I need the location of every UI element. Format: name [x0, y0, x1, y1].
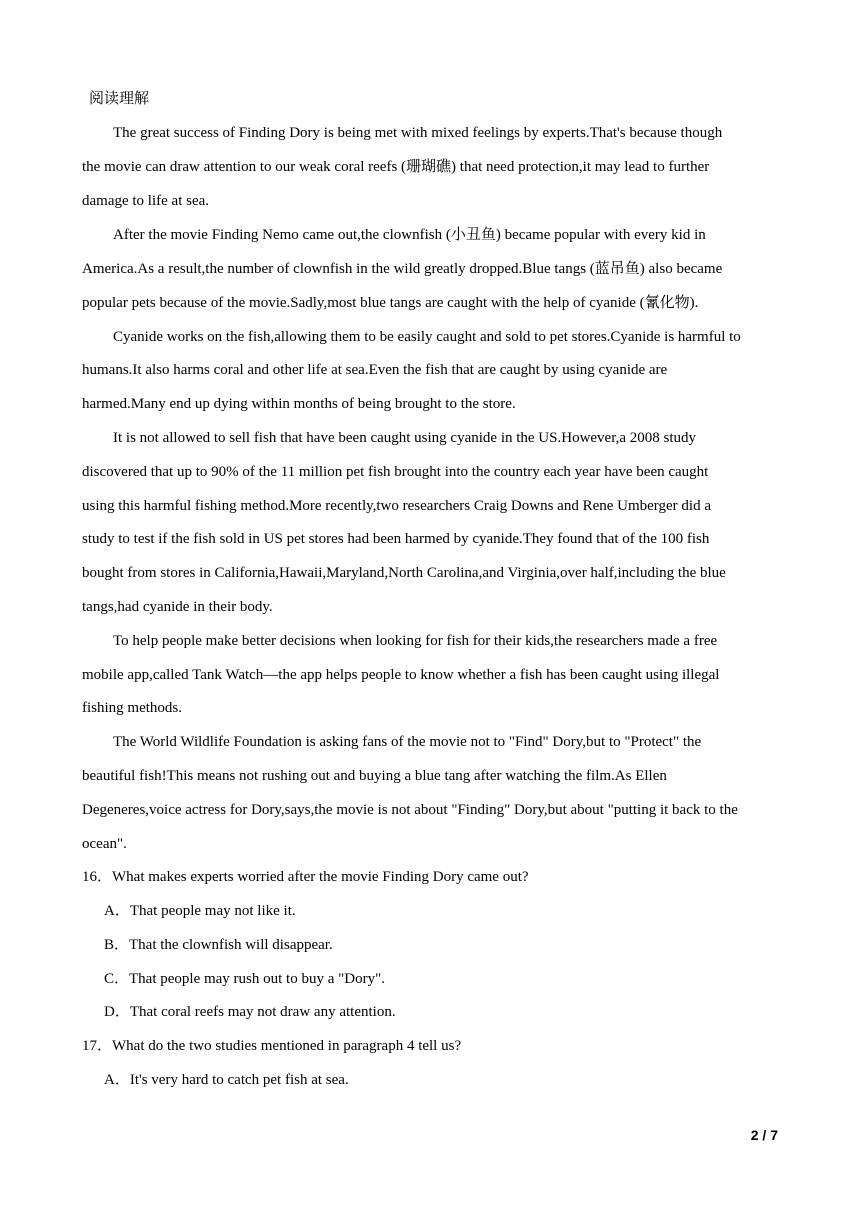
question-number: 17．: [82, 1038, 113, 1054]
option-16-c: C．That people may rush out to buy a "Dory".: [104, 971, 385, 987]
question-16: [82, 867, 860, 887]
passage-line: humans.It also harms coral and other life at sea.Even the fish that are caught by using cyanide are: [82, 362, 668, 378]
passage-line: bought from stores in California,Hawaii,Maryland,North Carolina,and Virginia,over half,including the blue: [82, 565, 726, 581]
option-16-d: D．That coral reefs may not draw any attention.: [104, 1004, 396, 1020]
passage-line: America.As a result,the number of clownfish in the wild greatly dropped.Blue tangs (蓝吊鱼) also became: [82, 261, 723, 277]
option-16-b: B．That the clownfish will disappear.: [104, 937, 333, 953]
passage-line: tangs,had cyanide in their body.: [82, 599, 273, 615]
passage-line: the movie can draw attention to our weak coral reefs (珊瑚礁) that need protection,it may lead to further: [82, 159, 710, 175]
passage-line: discovered that up to 90% of the 11 million pet fish brought into the country each year have been caught: [82, 464, 709, 480]
question-17: [82, 1036, 860, 1056]
passage-line: harmed.Many end up dying within months of being brought to the store.: [82, 396, 516, 412]
passage-line: It is not allowed to sell fish that have been caught using cyanide in the US.However,a 2008 study: [113, 430, 697, 446]
passage-line: popular pets because of the movie.Sadly,most blue tangs are caught with the help of cyanide (氰化物).: [82, 295, 699, 311]
passage-line: fishing methods.: [82, 700, 182, 716]
passage-line: damage to life at sea.: [82, 193, 210, 209]
passage-line: To help people make better decisions when looking for fish for their kids,the researchers made a free: [113, 633, 718, 649]
question-text: What do the two studies mentioned in paragraph 4 tell us?: [112, 1038, 462, 1054]
section-title: 阅读理解: [89, 91, 150, 107]
question-text: What makes experts worried after the movie Finding Dory came out?: [112, 869, 529, 885]
page-number: 2 / 7: [750, 1127, 778, 1143]
passage-line: After the movie Finding Nemo came out,the clownfish (小丑鱼) became popular with every kid in: [113, 227, 706, 243]
option-17-a: A．It's very hard to catch pet fish at sea.: [104, 1072, 349, 1088]
passage-line: mobile app,called Tank Watch—the app helps people to know whether a fish has been caught using illegal: [82, 667, 720, 683]
passage-line: study to test if the fish sold in US pet stores had been harmed by cyanide.They found that of the 100 fish: [82, 531, 710, 547]
passage-line: ocean".: [82, 836, 127, 852]
passage-line: The World Wildlife Foundation is asking fans of the movie not to "Find" Dory,but to "Protect" the: [113, 734, 702, 750]
passage-line: The great success of Finding Dory is being met with mixed feelings by experts.That's because though: [113, 125, 723, 141]
passage-line: using this harmful fishing method.More recently,two researchers Craig Downs and Rene Umberger did a: [82, 498, 712, 514]
passage-line: beautiful fish!This means not rushing out and buying a blue tang after watching the film.As Ellen: [82, 768, 667, 784]
passage-line: Degeneres,voice actress for Dory,says,the movie is not about "Finding" Dory,but about "putting it back to the: [82, 802, 738, 818]
passage-line: Cyanide works on the fish,allowing them to be easily caught and sold to pet stores.Cyanide is harmful to: [113, 329, 741, 345]
option-16-a: A．That people may not like it.: [104, 903, 296, 919]
question-number: 16．: [82, 869, 113, 885]
